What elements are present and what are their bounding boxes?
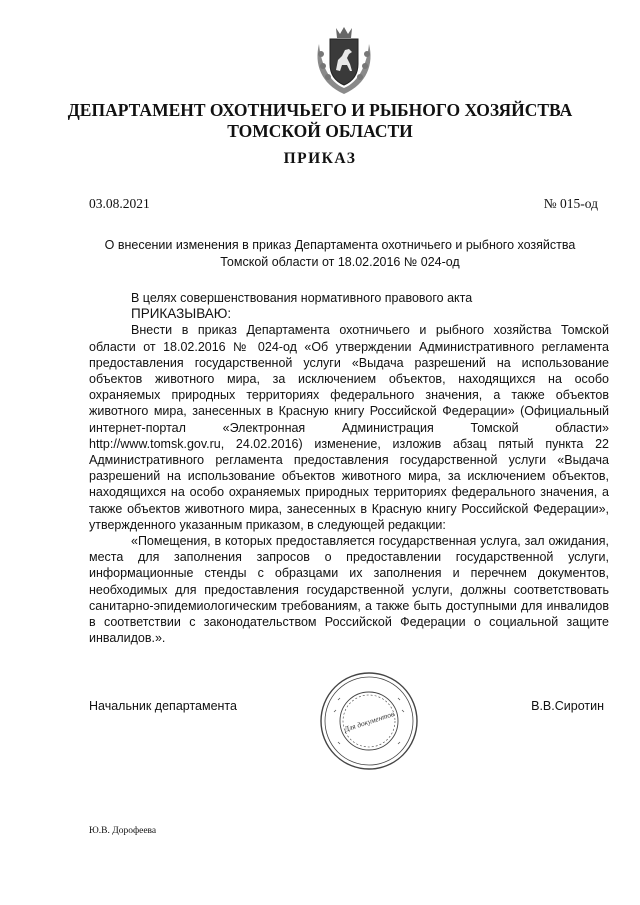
paragraph-amendment: Внести в приказ Департамента охотничьего и рыбного хозяйства Томской области от 18.02.2016 № 024-од «Об утверждении Административного регламента предоставления государственной услуги «Выдача разрешений на использование объектов животного мира, за исключением объектов, находящихся на особо охраняемых природных территориях федерального значения, а также объектов животного мира, занесенных в Красную книгу Российской Федерации» (Официальный интернет-портал «Электронная Администрация Томской области» http://www.tomsk.gov.ru, 24.02.2016) изменение, изложив абзац пятый пункта 22 Административного регламента предоставления государственной услуги «Выдача разрешений на использование объектов животного мира, за исключением объектов, находящихся на особо охраняемых природных территориях федерального значения, а также объектов животного мира, занесенных в Красную книгу Российской Федерации», утвержденного указанным приказом, в следующей редакции: xyxy=(89,323,609,532)
executor-name: Ю.В. Дорофеева xyxy=(89,826,157,836)
signatory-name: В.В.Сиротин xyxy=(531,699,604,713)
official-round-seal-icon xyxy=(318,670,420,772)
tomsk-region-coat-of-arms-icon xyxy=(309,24,379,96)
signatory-position: Начальник департамента xyxy=(89,699,237,713)
document-type-title: ПРИКАЗ xyxy=(283,150,357,167)
department-name-line1: ДЕПАРТАМЕНТ ОХОТНИЧЬЕГО И РЫБНОГО ХОЗЯЙСТВА xyxy=(67,100,573,120)
order-body xyxy=(89,290,609,646)
department-name xyxy=(60,100,580,142)
order-date: 03.08.2021 xyxy=(89,196,150,211)
paragraph-new-wording: «Помещения, в которых предоставляется государственная услуга, зал ожидания, места для заполнения запросов о предоставлении государственной услуги, информационные стенды с образцами их заполнения и перечнем документов, необходимых для предоставления государственной услуги, должны соответствовать санитарно-эпидемиологическим требованиям, а также быть доступными для инвалидов в соответствии с законодательством Российской Федерации о социальной защите инвалидов.». xyxy=(89,534,609,646)
department-name-line2: ТОМСКОЙ ОБЛАСТИ xyxy=(227,121,413,141)
subject-line2: Томской области от 18.02.2016 № 024-од xyxy=(220,255,460,269)
subject-line1: О внесении изменения в приказ Департамента охотничьего и рыбного хозяйства xyxy=(104,238,576,252)
order-subject xyxy=(90,237,590,271)
preamble: В целях совершенствования нормативного правового акта xyxy=(131,291,473,305)
stamp-text: Для документов xyxy=(343,709,396,734)
command-word: ПРИКАЗЫВАЮ: xyxy=(131,306,232,322)
order-number: № 015-од xyxy=(543,196,598,211)
